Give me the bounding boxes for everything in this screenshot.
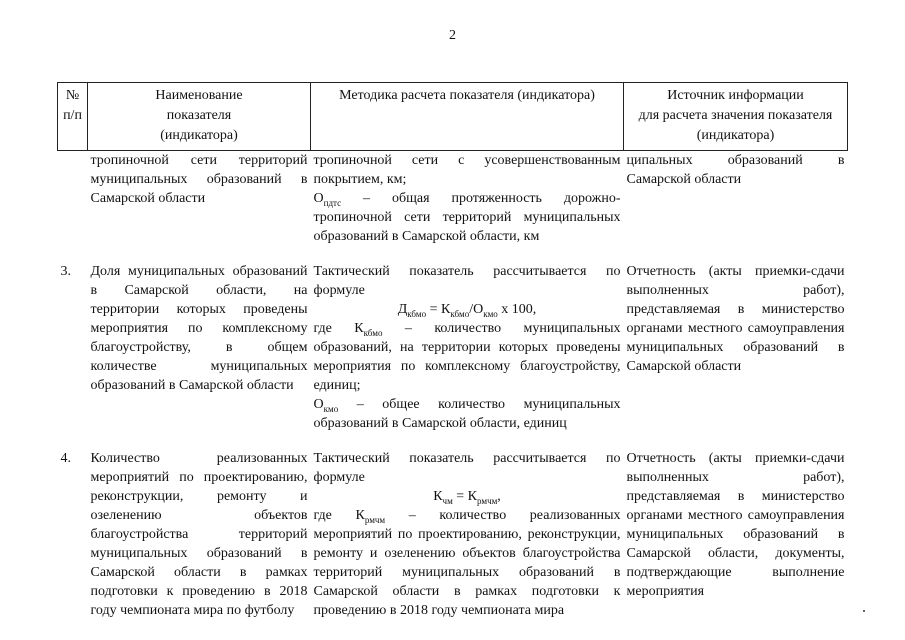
cell-source: Отчетность (акты приемки-сдачи выполненных работ), представляемая в министерство органами местного самоуправления муниципальных образований в Самарской области, документы, подтверждающие выполнение мероприятия bbox=[626, 451, 845, 599]
formula: $Д_{кбмо} = К_{кбмо}/О_{кмо}$ х 100, bbox=[397, 302, 537, 319]
cell-method bbox=[311, 449, 624, 620]
cell-name: тропиночной сети территорий муниципальных образований в Самарской области bbox=[90, 153, 308, 206]
formula: $К_{чм} = К_{рмчм}$, bbox=[433, 489, 501, 506]
table-header-row bbox=[58, 83, 848, 151]
cell-num: 4. bbox=[60, 451, 71, 466]
cell-source: Отчетность (акты приемки-сдачи выполненных работ), представляемая в министерство органами местного самоуправления муниципальных образований в Самарской области bbox=[626, 264, 845, 374]
definition-subscript: кмо bbox=[323, 403, 339, 414]
definition-text: – количество реализованных мероприятий по проектированию, реконструкции, ремонту и озеленению объектов благоустройства территорий муниципальных образований в Самарской области в рамках подготовки к проведению в 2018 году чемпионата мира bbox=[313, 508, 621, 618]
method-intro: Тактический показатель рассчитывается по формуле bbox=[313, 264, 621, 298]
cell-method bbox=[311, 262, 624, 433]
scan-speck bbox=[863, 610, 865, 612]
definition-subscript: кбмо bbox=[363, 327, 383, 338]
page-number: 2 bbox=[449, 28, 456, 43]
cell-num bbox=[58, 151, 88, 247]
definition-prefix: О bbox=[313, 397, 324, 412]
header-num: № п/п bbox=[58, 83, 88, 151]
symbol: О bbox=[313, 191, 324, 206]
cell-source: ципальных образований в Самарской области bbox=[626, 153, 845, 187]
method-text: тропиночной сети с усовершенствованным покрытием, км; bbox=[313, 153, 621, 187]
table-row bbox=[58, 449, 848, 620]
header-source: Источник информации для расчета значения показателя (индикатора) bbox=[624, 83, 848, 151]
cell-name: Количество реализованных мероприятий по проектированию, реконструкции, ремонту и озеленению объектов благоустройства территорий муниципальных образований в Самарской области в рамках подготовки к проведению в 2018 году чемпионата мира по футболу bbox=[90, 451, 308, 618]
cell-name: Доля муниципальных образований в Самарской области, на территории которых проведены мероприятия по комплексному благоустройству, в общем количестве муниципальных образований в Самарской области bbox=[90, 264, 308, 393]
header-method: Методика расчета показателя (индикатора) bbox=[311, 83, 624, 151]
definition-text: – общее количество муниципальных образований в Самарской области, единиц bbox=[313, 397, 621, 431]
indicator-table bbox=[57, 82, 848, 620]
definition-text: – количество муниципальных образований, на территории которых проведены мероприятия по комплексному благоустройству, единиц; bbox=[313, 321, 621, 393]
definition-prefix: где К bbox=[313, 508, 365, 523]
table-row bbox=[58, 262, 848, 433]
table-row-continuation bbox=[58, 151, 848, 247]
definition-subscript: рмчм bbox=[364, 514, 386, 525]
header-name: Наименование показателя (индикатора) bbox=[88, 83, 311, 151]
method-intro: Тактический показатель рассчитывается по формуле bbox=[313, 451, 621, 485]
symbol-subscript: пдтс bbox=[323, 197, 342, 208]
definition-text: – общая протяженность дорожно-тропиночной сети территорий муниципальных образований в Самарской области, км bbox=[313, 191, 621, 244]
cell-method bbox=[311, 151, 624, 247]
cell-num: 3. bbox=[60, 264, 71, 279]
definition-prefix: где К bbox=[313, 321, 364, 336]
